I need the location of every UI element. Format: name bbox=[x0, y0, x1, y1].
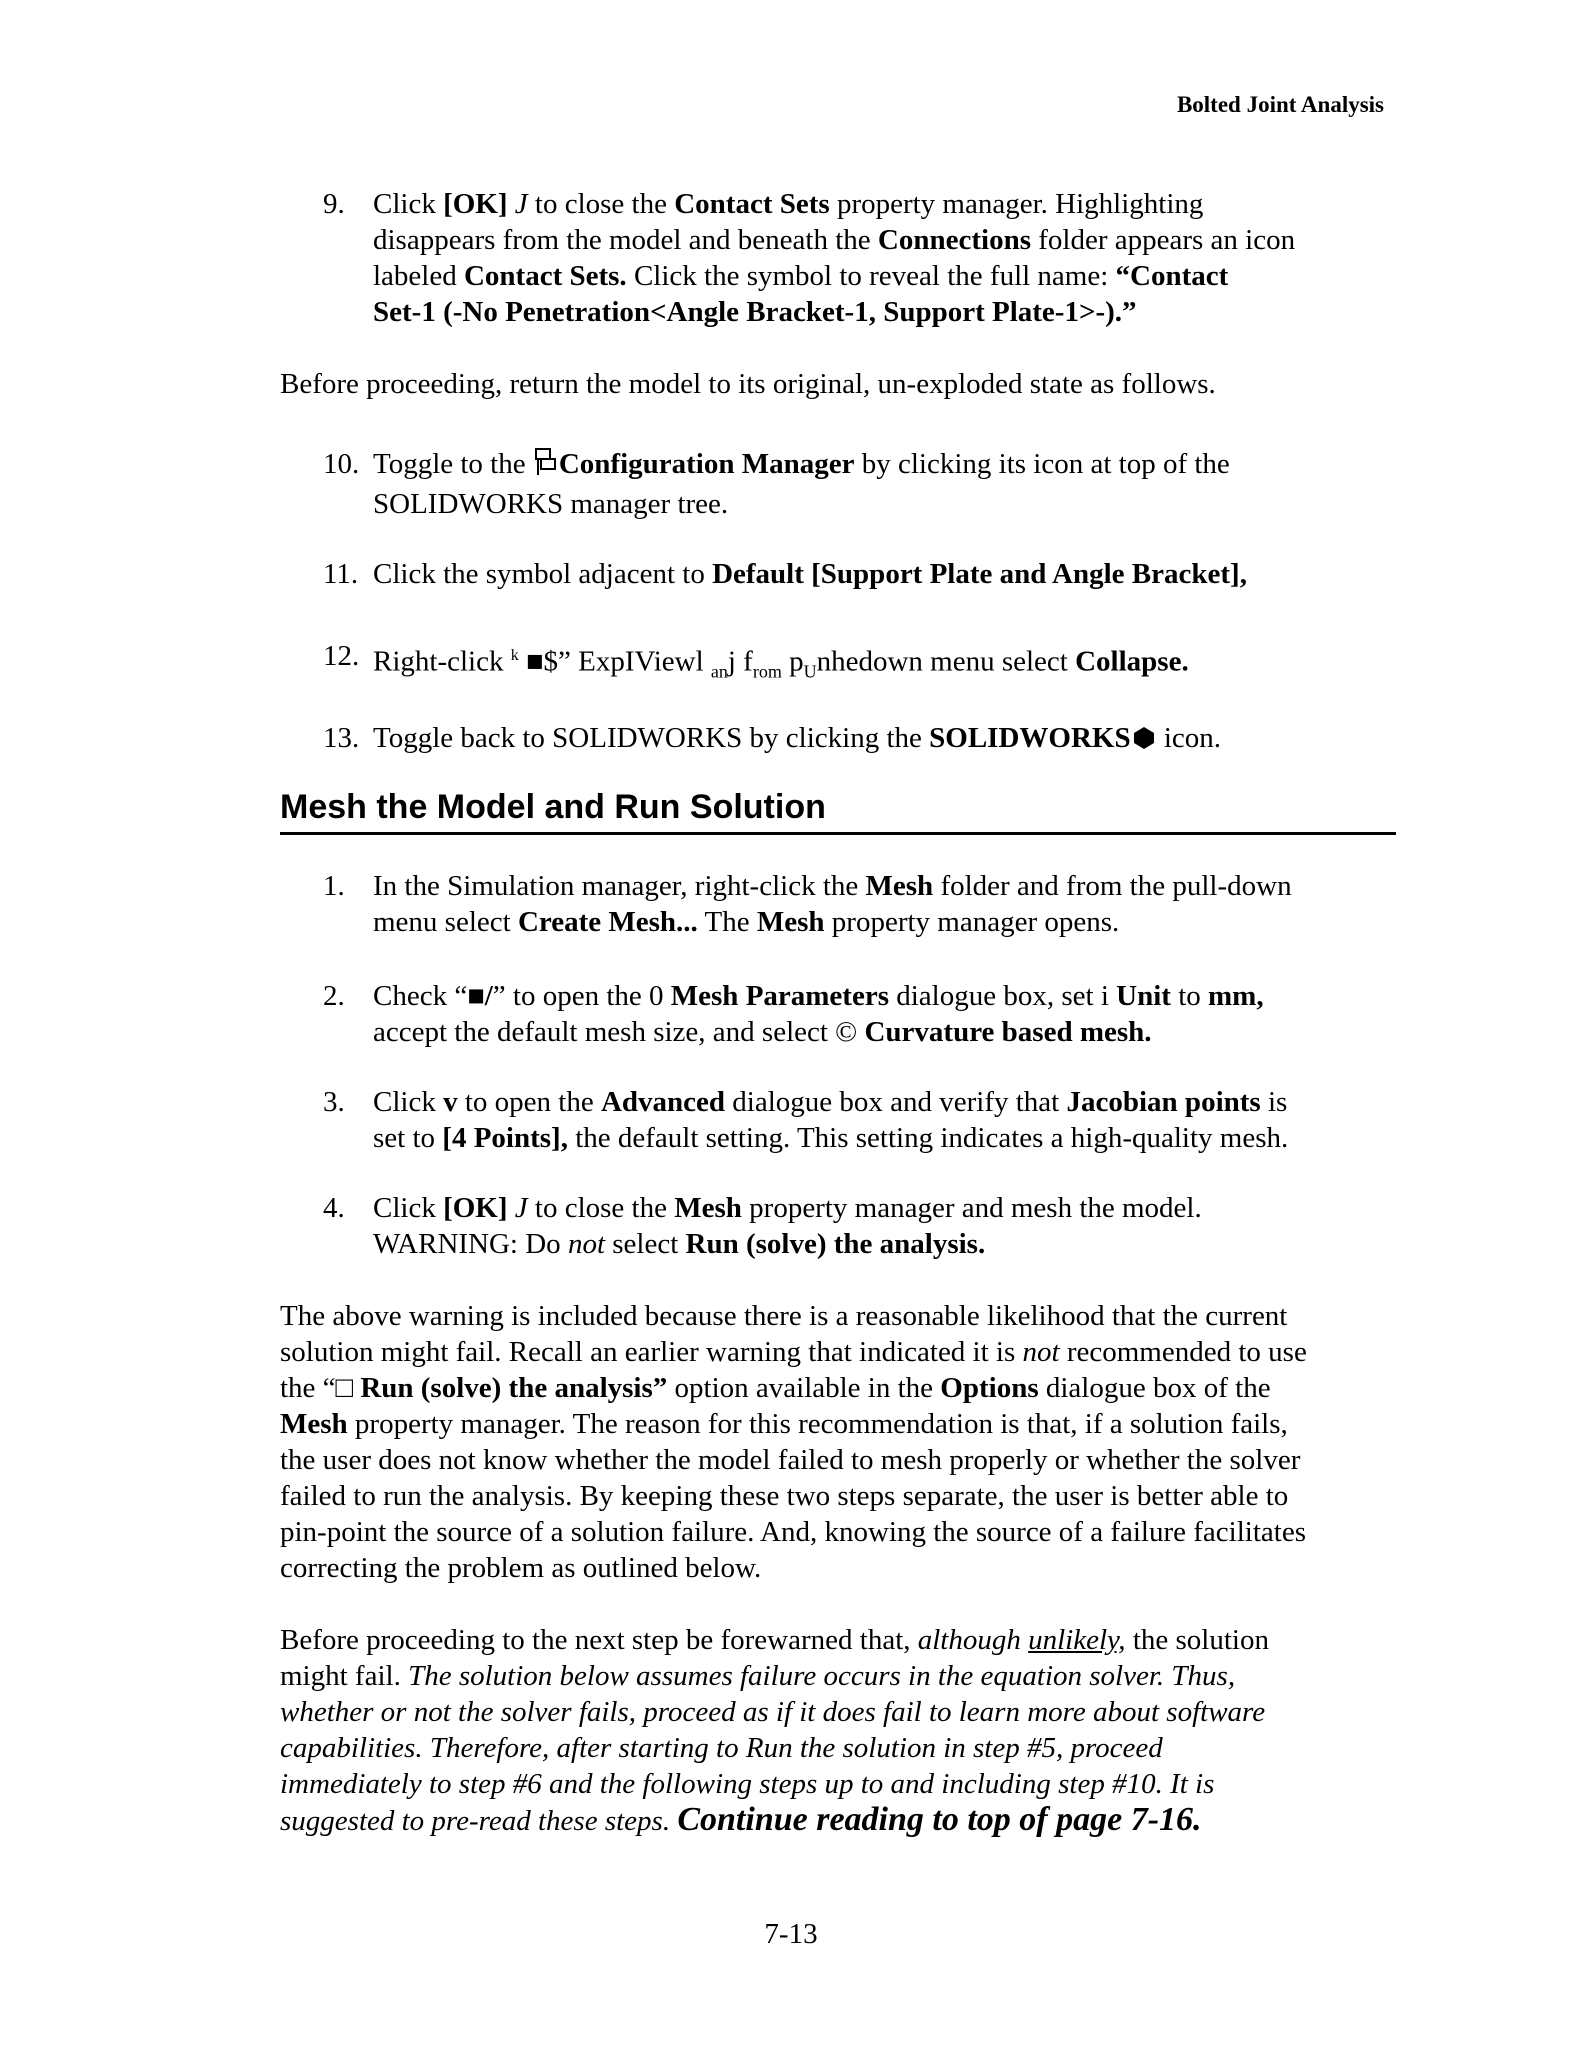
step-text bbox=[373, 186, 1413, 330]
step-line: disappears from the model and beneath the Connections folder appears an icon bbox=[373, 224, 1296, 256]
step-number: 4. bbox=[323, 1192, 345, 1224]
step-number: 1. bbox=[323, 870, 345, 902]
step-number: 13. bbox=[323, 722, 360, 754]
step-text: In the Simulation manager, right-click the Mesh folder and from the pull-down menu select Create Mesh... The Mesh property manager opens. bbox=[373, 870, 1292, 938]
paragraph-forewarning: Before proceeding to the next step be forewarned that, although unlikely, the solution might fail. The solution below assumes failure occurs in the equation solver. Thus, whether or not the solver fails, proceed as if it does fail to learn more about software capabilities. Therefore, after starting to Run the solution in step #5, proceed immediately to step #6 and the following steps up to and including step #10. It is suggested to pre-read these steps. Continue reading to top of page 7-16. bbox=[280, 1624, 1269, 1838]
running-header: Bolted Joint Analysis bbox=[1176, 92, 1384, 117]
page-number: 7-13 bbox=[764, 1918, 818, 1950]
step-number: 2. bbox=[323, 980, 345, 1012]
step-text: Check “■/” to open the 0 Mesh Parameters dialogue box, set i Unit to mm, accept the default mesh size, and select © Curvature based mesh. bbox=[373, 980, 1264, 1048]
solidworks-icon bbox=[1131, 724, 1157, 760]
paragraph-before-proceeding: Before proceeding, return the model to its original, un-exploded state as follows. bbox=[280, 368, 1216, 400]
step-line: Set-1 (-No Penetration<Angle Bracket-1, Support Plate-1>-).” bbox=[373, 296, 1137, 328]
step-text: Toggle back to SOLIDWORKS by clicking the SOLIDWORKS icon. bbox=[373, 720, 1413, 760]
step-text: Click v to open the Advanced dialogue box and verify that Jacobian points is set to [4 Points], the default setting. This setting indicates a high-quality mesh. bbox=[373, 1086, 1289, 1154]
step-line: Click [OK] J to close the Contact Sets property manager. Highlighting bbox=[373, 188, 1204, 220]
configuration-manager-icon bbox=[533, 447, 559, 486]
step-text: Right-click $^k$ ■$” ExpIViewl $_{an}$j $f_{rom}$ $p_Unhedown$ menu select Collapse. bbox=[373, 645, 1189, 682]
step-number: 12. bbox=[323, 640, 360, 672]
step-text: Click the symbol adjacent to Default [Support Plate and Angle Bracket], bbox=[373, 558, 1247, 590]
step-number: 11. bbox=[323, 558, 359, 590]
step-number: 9. bbox=[323, 188, 345, 220]
paragraph-warning-explanation: The above warning is included because there is a reasonable likelihood that the current solution might fail. Recall an earlier warning that indicated it is not recommended to use the “□ Run (solve) the analysis” option available in the Options dialogue box of the Mesh property manager. The reason for this recommendation is that, if a solution fails, the user does not know whether the model failed to mesh properly or whether the solver failed to run the analysis. By keeping these two steps separate, the user is better able to pin-point the source of a solution failure. And, knowing the source of a failure facilitates correcting the problem as outlined below. bbox=[280, 1300, 1307, 1584]
section-title: Mesh the Model and Run Solution bbox=[280, 788, 826, 826]
step-text: Toggle to the Configuration Manager by clicking its icon at top of the SOLIDWORKS manager tree. bbox=[373, 448, 1230, 520]
step-line: labeled Contact Sets. Click the symbol to reveal the full name: “Contact bbox=[373, 260, 1229, 292]
step-number: 3. bbox=[323, 1086, 345, 1118]
section-rule bbox=[280, 832, 1396, 835]
step-number: 10. bbox=[323, 448, 360, 480]
step-text: Click [OK] J to close the Mesh property manager and mesh the model. WARNING: Do not select Run (solve) the analysis. bbox=[373, 1192, 1202, 1260]
